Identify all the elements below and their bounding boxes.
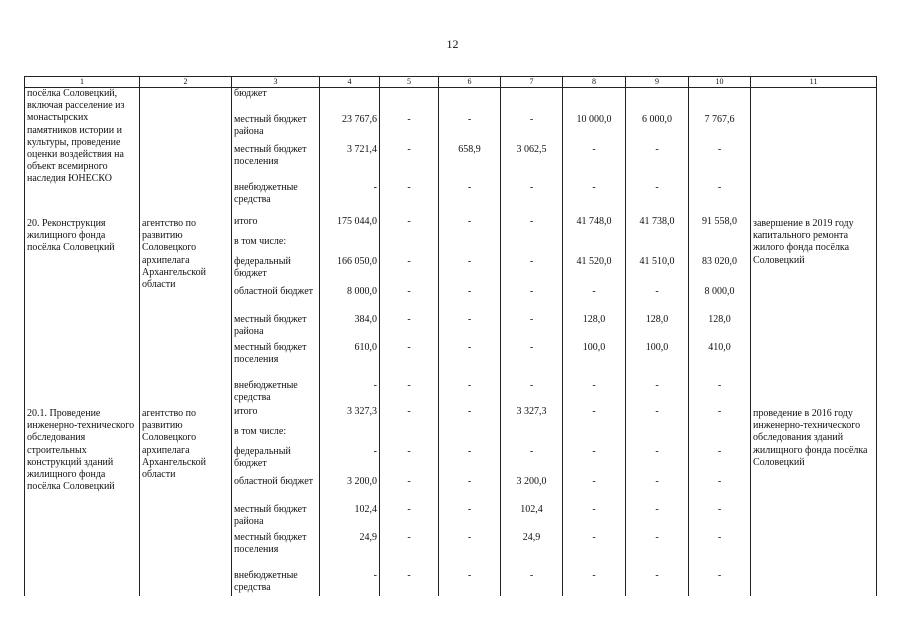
value-cell xyxy=(691,426,748,446)
value-cell: - xyxy=(717,144,722,155)
value-cell xyxy=(503,426,560,446)
value-cell xyxy=(628,88,686,114)
funding-source-label: итого xyxy=(234,216,258,227)
executor-cell: агентство по развитию Соловецкого архипелага Архангельской области xyxy=(140,406,232,596)
value-cell: - xyxy=(592,406,596,417)
value-column-8 xyxy=(563,208,626,406)
value-cell: - xyxy=(529,380,534,391)
value-cell: 24,9 xyxy=(522,532,541,543)
value-cell: - xyxy=(529,216,534,227)
funding-source-cell xyxy=(232,88,320,209)
value-cell: - xyxy=(529,446,534,457)
value-cell: - xyxy=(407,286,411,297)
value-cell: - xyxy=(467,256,472,267)
value-cell: - xyxy=(467,504,472,515)
value-cell: - xyxy=(529,256,534,267)
table-body xyxy=(25,88,877,597)
table-block-0 xyxy=(25,88,877,209)
value-cell: - xyxy=(407,342,411,353)
value-cell: - xyxy=(655,504,659,515)
value-cell: - xyxy=(529,114,534,125)
value-cell: 175 044,0 xyxy=(337,216,377,227)
funding-source-label: областной бюджет xyxy=(234,286,314,297)
value-cell: - xyxy=(407,256,411,267)
funding-source-cell xyxy=(232,406,320,596)
value-cell: 6 000,0 xyxy=(642,114,672,125)
value-column-7 xyxy=(501,208,563,406)
value-column-4 xyxy=(320,406,380,596)
value-cell xyxy=(382,236,436,256)
value-cell xyxy=(322,88,377,114)
value-column-9 xyxy=(626,88,689,209)
column-number-row xyxy=(25,77,877,88)
value-cell: - xyxy=(717,446,722,457)
value-cell: 128,0 xyxy=(582,314,606,325)
value-cell xyxy=(628,236,686,256)
value-column-4 xyxy=(320,208,380,406)
value-cell: - xyxy=(655,406,659,417)
value-cell: - xyxy=(592,182,596,193)
value-cell: - xyxy=(655,476,659,487)
funding-source-label: внебюджетные средства xyxy=(234,570,298,594)
value-cell: - xyxy=(407,532,411,543)
value-cell: - xyxy=(655,532,659,543)
funding-source-label: местный бюджет района xyxy=(234,114,307,138)
funding-source-label: бюджет xyxy=(234,88,267,99)
value-column-5 xyxy=(380,208,439,406)
value-cell: 102,4 xyxy=(520,504,543,515)
executor-cell xyxy=(140,88,232,209)
funding-source-label: федеральный бюджет xyxy=(234,446,291,470)
value-cell: 384,0 xyxy=(354,314,377,325)
value-cell xyxy=(503,236,560,256)
value-cell: 128,0 xyxy=(708,314,731,325)
budget-table xyxy=(24,76,877,596)
value-cell: - xyxy=(467,406,472,417)
value-cell: - xyxy=(529,314,534,325)
value-cell: - xyxy=(717,406,722,417)
value-cell: 41 520,0 xyxy=(576,256,612,267)
page-number: 12 xyxy=(446,37,459,51)
value-cell xyxy=(628,426,686,446)
funding-source-label: местный бюджет поселения xyxy=(234,144,307,168)
funding-source-label: местный бюджет поселения xyxy=(234,532,307,556)
value-column-5 xyxy=(380,406,439,596)
value-cell xyxy=(382,88,436,114)
value-cell: 3 327,3 xyxy=(516,406,547,417)
value-column-10 xyxy=(689,208,751,406)
value-cell: - xyxy=(467,314,472,325)
funding-source-label: местный бюджет района xyxy=(234,314,307,338)
value-cell: - xyxy=(407,182,411,193)
expected-result-cell: завершение в 2019 году капитального ремонта жилого фонда посёлка Соловецкий xyxy=(751,208,877,406)
value-cell: 8 000,0 xyxy=(347,286,377,297)
value-cell: - xyxy=(717,532,722,543)
value-cell xyxy=(322,236,377,256)
value-cell: 41 510,0 xyxy=(639,256,675,267)
value-cell xyxy=(441,426,498,446)
table-block-1 xyxy=(25,208,877,406)
value-cell: 41 748,0 xyxy=(576,216,612,227)
value-cell: - xyxy=(467,380,472,391)
value-cell: - xyxy=(592,570,596,581)
value-column-8 xyxy=(563,88,626,209)
value-cell xyxy=(565,236,623,256)
value-cell: - xyxy=(592,144,596,155)
value-cell: - xyxy=(467,286,472,297)
funding-source-label: в том числе: xyxy=(234,236,287,247)
value-cell: - xyxy=(407,314,411,325)
value-column-7 xyxy=(501,88,563,209)
value-cell: - xyxy=(373,380,377,391)
value-cell: - xyxy=(407,476,411,487)
value-cell: - xyxy=(467,446,472,457)
value-cell: 7 767,6 xyxy=(704,114,735,125)
value-cell xyxy=(565,426,623,446)
value-column-10 xyxy=(689,406,751,596)
value-cell: - xyxy=(717,380,722,391)
value-cell: 102,4 xyxy=(354,504,377,515)
value-column-5 xyxy=(380,88,439,209)
value-cell xyxy=(322,426,377,446)
value-cell: - xyxy=(655,380,659,391)
value-cell: - xyxy=(592,446,596,457)
value-cell: 91 558,0 xyxy=(702,216,737,227)
expected-result-cell: проведение в 2016 году инженерно-технического обследования зданий жилищного фонда посёлка Соловецкий xyxy=(751,406,877,596)
block-title-cell: посёлка Соловецкий, включая расселение из монастырских памятников истории и культуры, проведение оценки воздействия на объект всемирного наследия ЮНЕСКО xyxy=(25,88,140,209)
column-number-3: 3 xyxy=(232,77,320,88)
value-cell: - xyxy=(592,504,596,515)
funding-source-label: внебюджетные средства xyxy=(234,182,298,206)
value-cell: 23 767,6 xyxy=(342,114,377,125)
value-column-10 xyxy=(689,88,751,209)
expected-result-cell xyxy=(751,88,877,209)
budget-table-sheet xyxy=(24,76,876,596)
funding-source-label: итого xyxy=(234,406,258,417)
value-cell: - xyxy=(467,342,472,353)
funding-source-label: местный бюджет поселения xyxy=(234,342,307,366)
value-cell: - xyxy=(467,570,472,581)
column-number-10: 10 xyxy=(689,77,751,88)
value-cell xyxy=(691,236,748,256)
value-cell: 166 050,0 xyxy=(337,256,377,267)
value-cell: 10 000,0 xyxy=(576,114,612,125)
value-cell xyxy=(691,88,748,114)
value-cell: - xyxy=(467,182,472,193)
value-cell: - xyxy=(373,570,377,581)
value-cell: 41 738,0 xyxy=(639,216,675,227)
value-cell: 100,0 xyxy=(645,342,669,353)
funding-source-label: федеральный бюджет xyxy=(234,256,291,280)
value-column-6 xyxy=(439,406,501,596)
value-column-9 xyxy=(626,406,689,596)
value-cell: 128,0 xyxy=(645,314,669,325)
block-title-cell: 20. Реконструкция жилищного фонда посёлка Соловецкий xyxy=(25,208,140,406)
column-number-4: 4 xyxy=(320,77,380,88)
value-cell: - xyxy=(467,476,472,487)
value-cell xyxy=(441,236,498,256)
column-number-9: 9 xyxy=(626,77,689,88)
value-cell: 100,0 xyxy=(582,342,606,353)
value-cell: 3 327,3 xyxy=(347,406,377,417)
value-cell: - xyxy=(373,446,377,457)
column-number-8: 8 xyxy=(563,77,626,88)
value-cell: 3 200,0 xyxy=(347,476,377,487)
value-cell xyxy=(382,426,436,446)
value-column-8 xyxy=(563,406,626,596)
value-cell: - xyxy=(467,532,472,543)
value-cell: - xyxy=(529,286,534,297)
column-number-1: 1 xyxy=(25,77,140,88)
block-title-cell: 20.1. Проведение инженерно-технического обследования строительных конструкций зданий жилищного фонда посёлка Соловецкий xyxy=(25,406,140,596)
value-cell: - xyxy=(467,216,472,227)
value-cell xyxy=(503,88,560,114)
column-number-2: 2 xyxy=(140,77,232,88)
value-cell: 3 721,4 xyxy=(347,144,377,155)
value-cell: - xyxy=(655,446,659,457)
value-cell: - xyxy=(717,570,722,581)
value-cell: - xyxy=(407,380,411,391)
value-cell: 3 062,5 xyxy=(516,144,547,155)
value-cell: - xyxy=(529,182,534,193)
column-number-7: 7 xyxy=(501,77,563,88)
column-number-11: 11 xyxy=(751,77,877,88)
value-cell: - xyxy=(373,182,377,193)
value-cell: - xyxy=(407,144,411,155)
value-cell: - xyxy=(592,380,596,391)
value-column-4 xyxy=(320,88,380,209)
value-cell: - xyxy=(717,182,722,193)
value-cell: - xyxy=(407,114,411,125)
value-cell: - xyxy=(529,342,534,353)
value-cell: 3 200,0 xyxy=(516,476,547,487)
value-cell: - xyxy=(407,504,411,515)
value-cell: - xyxy=(655,286,659,297)
value-cell xyxy=(565,88,623,114)
funding-source-label: областной бюджет xyxy=(234,476,314,487)
value-cell: - xyxy=(529,570,534,581)
value-cell: - xyxy=(655,182,659,193)
column-number-6: 6 xyxy=(439,77,501,88)
funding-source-cell xyxy=(232,208,320,406)
value-cell: - xyxy=(717,504,722,515)
value-cell: 410,0 xyxy=(708,342,731,353)
value-cell: - xyxy=(592,532,596,543)
funding-source-label: местный бюджет района xyxy=(234,504,307,528)
value-cell: - xyxy=(717,476,722,487)
value-cell: - xyxy=(407,216,411,227)
value-cell: 83 020,0 xyxy=(702,256,737,267)
value-cell: - xyxy=(407,406,411,417)
value-cell: 658,9 xyxy=(458,144,481,155)
value-cell: - xyxy=(407,570,411,581)
value-column-9 xyxy=(626,208,689,406)
value-cell: 8 000,0 xyxy=(704,286,735,297)
funding-source-label: в том числе: xyxy=(234,426,287,437)
value-cell: - xyxy=(592,476,596,487)
value-cell: - xyxy=(655,570,659,581)
column-number-5: 5 xyxy=(380,77,439,88)
value-cell: 610,0 xyxy=(354,342,377,353)
value-cell: - xyxy=(467,114,472,125)
executor-cell: агентство по развитию Соловецкого архипелага Архангельской области xyxy=(140,208,232,406)
value-column-6 xyxy=(439,208,501,406)
value-column-6 xyxy=(439,88,501,209)
table-block-2 xyxy=(25,406,877,596)
funding-source-label: внебюджетные средства xyxy=(234,380,298,404)
value-cell: - xyxy=(655,144,659,155)
value-cell xyxy=(441,88,498,114)
value-cell: - xyxy=(407,446,411,457)
value-cell: - xyxy=(592,286,596,297)
value-column-7 xyxy=(501,406,563,596)
value-cell: 24,9 xyxy=(359,532,377,543)
